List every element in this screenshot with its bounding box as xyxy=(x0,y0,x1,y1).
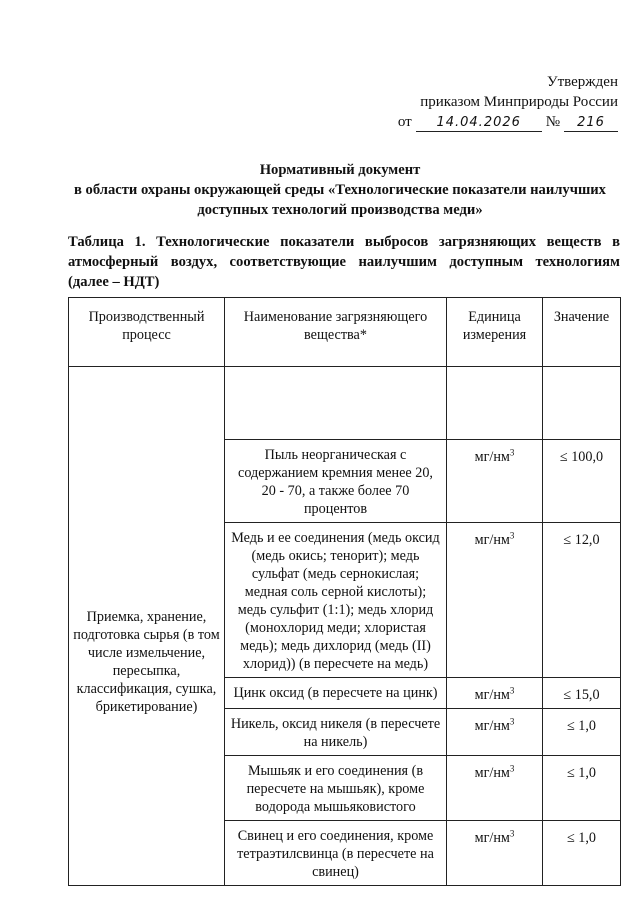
emissions-table xyxy=(68,297,621,886)
table-header-row xyxy=(69,298,621,367)
approval-line-2: приказом Минприроды России xyxy=(420,94,618,110)
document-title-line-3: доступных технологий производства меди» xyxy=(197,202,483,218)
unit-text: мг/нм xyxy=(474,449,510,465)
substance-cell: Свинец и его соединения, кроме тетраэтилсвинца (в пересчете на свинец) xyxy=(225,821,447,886)
document-title-line-2: в области охраны окружающей среды «Технологические показатели наилучших xyxy=(74,182,606,198)
unit-cell xyxy=(447,678,543,709)
unit-superscript: 3 xyxy=(509,763,515,774)
process-cell: Приемка, хранение, подготовка сырья (в том числе измельчение, пересыпка, классификация, сушка, брикетирование) xyxy=(69,440,225,886)
approval-line-1: Утвержден xyxy=(546,74,618,90)
header-process: Производственный процесс xyxy=(69,298,225,367)
unit-text: мг/нм xyxy=(474,830,510,846)
unit-cell-blank xyxy=(447,367,543,440)
substance-cell: Медь и ее соединения (медь оксид (медь окись; тенорит); медь сульфат (медь сернокислая; медная соль серной кислоты); медь сульфит (1:1); медь хлорид (монохлорид меди; хлористая медь); медь дихлорид (медь (II) хлорид)) (в пересчете на медь) xyxy=(225,523,447,678)
value-cell: ≤ 12,0 xyxy=(543,523,621,678)
approval-number-sign: № xyxy=(545,114,560,130)
unit-superscript: 3 xyxy=(509,685,515,696)
unit-superscript: 3 xyxy=(509,447,515,458)
unit-cell xyxy=(447,709,543,756)
value-cell-blank xyxy=(543,367,621,440)
unit-text: мг/нм xyxy=(474,765,510,781)
substance-cell-blank xyxy=(225,367,447,440)
approval-number: 216 xyxy=(564,115,618,132)
unit-superscript: 3 xyxy=(509,828,515,839)
unit-superscript: 3 xyxy=(509,530,515,541)
unit-cell xyxy=(447,756,543,821)
value-cell: ≤ 1,0 xyxy=(543,756,621,821)
value-cell: ≤ 100,0 xyxy=(543,440,621,523)
unit-superscript: 3 xyxy=(509,716,515,727)
approval-line-3 xyxy=(378,112,618,132)
table-row xyxy=(69,440,621,523)
value-cell: ≤ 1,0 xyxy=(543,821,621,886)
unit-text: мг/нм xyxy=(474,532,510,548)
value-cell: ≤ 1,0 xyxy=(543,709,621,756)
unit-cell xyxy=(447,821,543,886)
table-caption: Таблица 1. Технологические показатели выбросов загрязняющих веществ в атмосферный воздух, соответствующие наилучшим доступным технологиям (далее – НДТ) xyxy=(68,234,620,290)
unit-text: мг/нм xyxy=(474,718,510,734)
unit-text: мг/нм xyxy=(474,687,510,703)
unit-cell xyxy=(447,440,543,523)
substance-cell: Мышьяк и его соединения (в пересчете на мышьяк), кроме водорода мышьяковистого xyxy=(225,756,447,821)
substance-cell: Никель, оксид никеля (в пересчете на никель) xyxy=(225,709,447,756)
header-substance: Наименование загрязняющего вещества* xyxy=(225,298,447,367)
document-title xyxy=(60,160,620,220)
unit-cell xyxy=(447,523,543,678)
substance-cell: Цинк оксид (в пересчете на цинк) xyxy=(225,678,447,709)
approval-from: от xyxy=(397,114,412,130)
process-cell-top xyxy=(69,367,225,440)
value-cell: ≤ 15,0 xyxy=(543,678,621,709)
table-row-blank xyxy=(69,367,621,440)
header-unit: Единица измерения xyxy=(447,298,543,367)
approval-date: 14.04.2026 xyxy=(416,115,542,132)
document-title-line-1: Нормативный документ xyxy=(259,162,421,178)
approval-block xyxy=(378,72,618,132)
header-value: Значение xyxy=(543,298,621,367)
substance-cell: Пыль неорганическая с содержанием кремния менее 20, 20 - 70, а также более 70 процентов xyxy=(225,440,447,523)
